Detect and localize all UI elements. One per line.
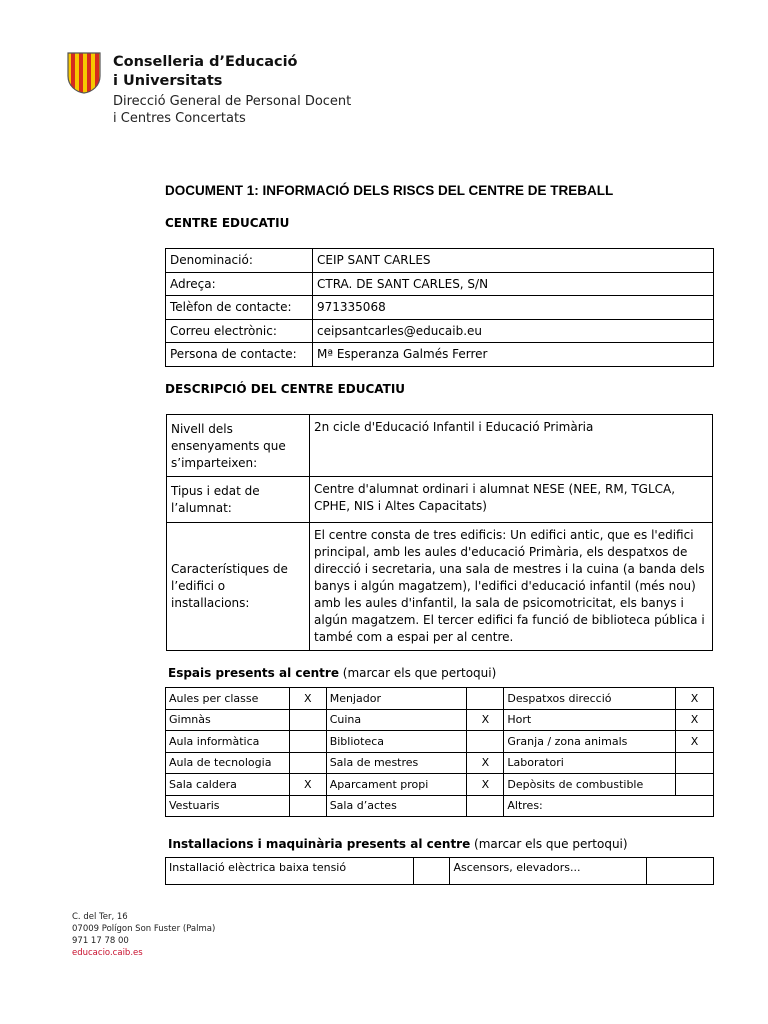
espai-checkbox[interactable]: X: [467, 709, 504, 731]
org-name-line2: i Universitats: [113, 73, 223, 89]
row-label: Correu electrònic:: [166, 319, 313, 343]
installacio-label: Installació elèctrica baixa tensió: [166, 858, 414, 885]
espais-title-bold: Espais presents al centre: [168, 666, 339, 680]
espai-label: Cuina: [326, 709, 467, 731]
row-value: 2n cicle d'Educació Infantil i Educació Primària: [310, 415, 713, 477]
espai-label: Despatxos direcció: [504, 688, 676, 710]
espai-checkbox[interactable]: [467, 688, 504, 710]
table-row: [166, 343, 714, 367]
row-value: Mª Esperanza Galmés Ferrer: [313, 343, 714, 367]
espai-checkbox[interactable]: [467, 731, 504, 753]
espai-checkbox[interactable]: X: [289, 688, 326, 710]
espai-label: Granja / zona animals: [504, 731, 676, 753]
espai-label: Aparcament propi: [326, 774, 467, 796]
row-label: Telèfon de contacte:: [166, 296, 313, 320]
table-row: [166, 795, 714, 817]
espai-label: Sala caldera: [166, 774, 290, 796]
table-row: [166, 858, 714, 885]
table-row: [166, 709, 714, 731]
installacions-table: [165, 857, 714, 885]
table-row: [166, 752, 714, 774]
table-row: [166, 731, 714, 753]
espai-checkbox[interactable]: [676, 752, 714, 774]
espai-checkbox[interactable]: [676, 774, 714, 796]
org-name-line1: Conselleria d’Educació: [113, 54, 298, 70]
table-row: [166, 296, 714, 320]
table-row: [167, 523, 713, 651]
espai-label: Gimnàs: [166, 709, 290, 731]
espai-checkbox[interactable]: X: [676, 731, 714, 753]
espai-checkbox[interactable]: X: [289, 774, 326, 796]
espai-label: Hort: [504, 709, 676, 731]
espai-label: Sala d’actes: [326, 795, 467, 817]
espai-label: Menjador: [326, 688, 467, 710]
espais-table: [165, 687, 714, 817]
dept-name-line1: Direcció General de Personal Docent: [113, 94, 352, 109]
row-value: 971335068: [313, 296, 714, 320]
description-table: [166, 414, 713, 651]
table-row: [166, 249, 714, 273]
espai-checkbox[interactable]: X: [676, 688, 714, 710]
espai-checkbox[interactable]: X: [676, 709, 714, 731]
espai-label: Biblioteca: [326, 731, 467, 753]
installacio-checkbox[interactable]: [647, 858, 714, 885]
row-value: El centre consta de tres edificis: Un edifici antic, que es l'edifici principal, amb les aules d'educació Primària, els despatxos de direcció i secretaria, una sala de mestres i la cuina (a banda dels banys i algún magatzem), l'edifici d'educació infantil (més nou) amb les aules d'infantil, la sala de psicomotricitat, els banys i algún magatzem. El tercer edifici fa funció de biblioteca pública i també com a espai per al centre.: [310, 523, 713, 651]
row-label: Característiques de l’edifici o installacions:: [167, 523, 310, 651]
table-row: [167, 415, 713, 477]
centre-info-table: [165, 248, 714, 367]
espai-checkbox[interactable]: [289, 795, 326, 817]
footer-address1: C. del Ter, 16: [72, 912, 128, 922]
espai-checkbox[interactable]: [467, 795, 504, 817]
espai-label: Depòsits de combustible: [504, 774, 676, 796]
centre-educatiu-heading: CENTRE EDUCATIU: [165, 216, 290, 230]
espai-label: Sala de mestres: [326, 752, 467, 774]
row-value: CTRA. DE SANT CARLES, S/N: [313, 272, 714, 296]
espais-title-note: (marcar els que pertoqui): [338, 666, 497, 680]
row-label: Adreça:: [166, 272, 313, 296]
table-row: [167, 477, 713, 523]
espai-checkbox[interactable]: X: [467, 774, 504, 796]
footer-address2: 07009 Polígon Son Fuster (Palma): [72, 924, 216, 934]
espai-label: Aula informàtica: [166, 731, 290, 753]
altres-field[interactable]: Altres:: [504, 795, 714, 817]
table-row: [166, 774, 714, 796]
table-row: [166, 272, 714, 296]
espai-checkbox[interactable]: [289, 731, 326, 753]
table-row: [166, 319, 714, 343]
installacio-label: Ascensors, elevadors...: [450, 858, 647, 885]
espai-label: Aules per classe: [166, 688, 290, 710]
installacions-title: [168, 837, 628, 851]
row-value: ceipsantcarles@educaib.eu: [313, 319, 714, 343]
row-label: Tipus i edat de l’alumnat:: [167, 477, 310, 523]
footer-website-link[interactable]: educacio.caib.es: [72, 948, 143, 958]
row-label: Persona de contacte:: [166, 343, 313, 367]
installacions-title-note: (marcar els que pertoqui): [470, 837, 628, 851]
espai-label: Aula de tecnologia: [166, 752, 290, 774]
document-title: DOCUMENT 1: INFORMACIÓ DELS RISCS DEL CENTRE DE TREBALL: [165, 183, 614, 198]
table-row: [166, 688, 714, 710]
espai-checkbox[interactable]: X: [467, 752, 504, 774]
espai-checkbox[interactable]: [289, 709, 326, 731]
descripcio-heading: DESCRIPCIÓ DEL CENTRE EDUCATIU: [165, 382, 406, 396]
espai-label: Laboratori: [504, 752, 676, 774]
row-value: CEIP SANT CARLES: [313, 249, 714, 273]
dept-name-line2: i Centres Concertats: [113, 111, 246, 126]
espai-checkbox[interactable]: [289, 752, 326, 774]
footer-phone: 971 17 78 00: [72, 936, 129, 946]
row-label: Nivell dels ensenyaments que s’imparteixen:: [167, 415, 310, 477]
installacions-title-bold: Installacions i maquinària presents al centre: [168, 837, 471, 851]
installacio-checkbox[interactable]: [413, 858, 450, 885]
espais-title: [168, 666, 496, 680]
row-value: Centre d'alumnat ordinari i alumnat NESE (NEE, RM, TGLCA, CPHE, NIS i Altes Capacitats): [310, 477, 713, 523]
espai-label: Vestuaris: [166, 795, 290, 817]
row-label: Denominació:: [166, 249, 313, 273]
government-shield-icon: [67, 52, 101, 94]
